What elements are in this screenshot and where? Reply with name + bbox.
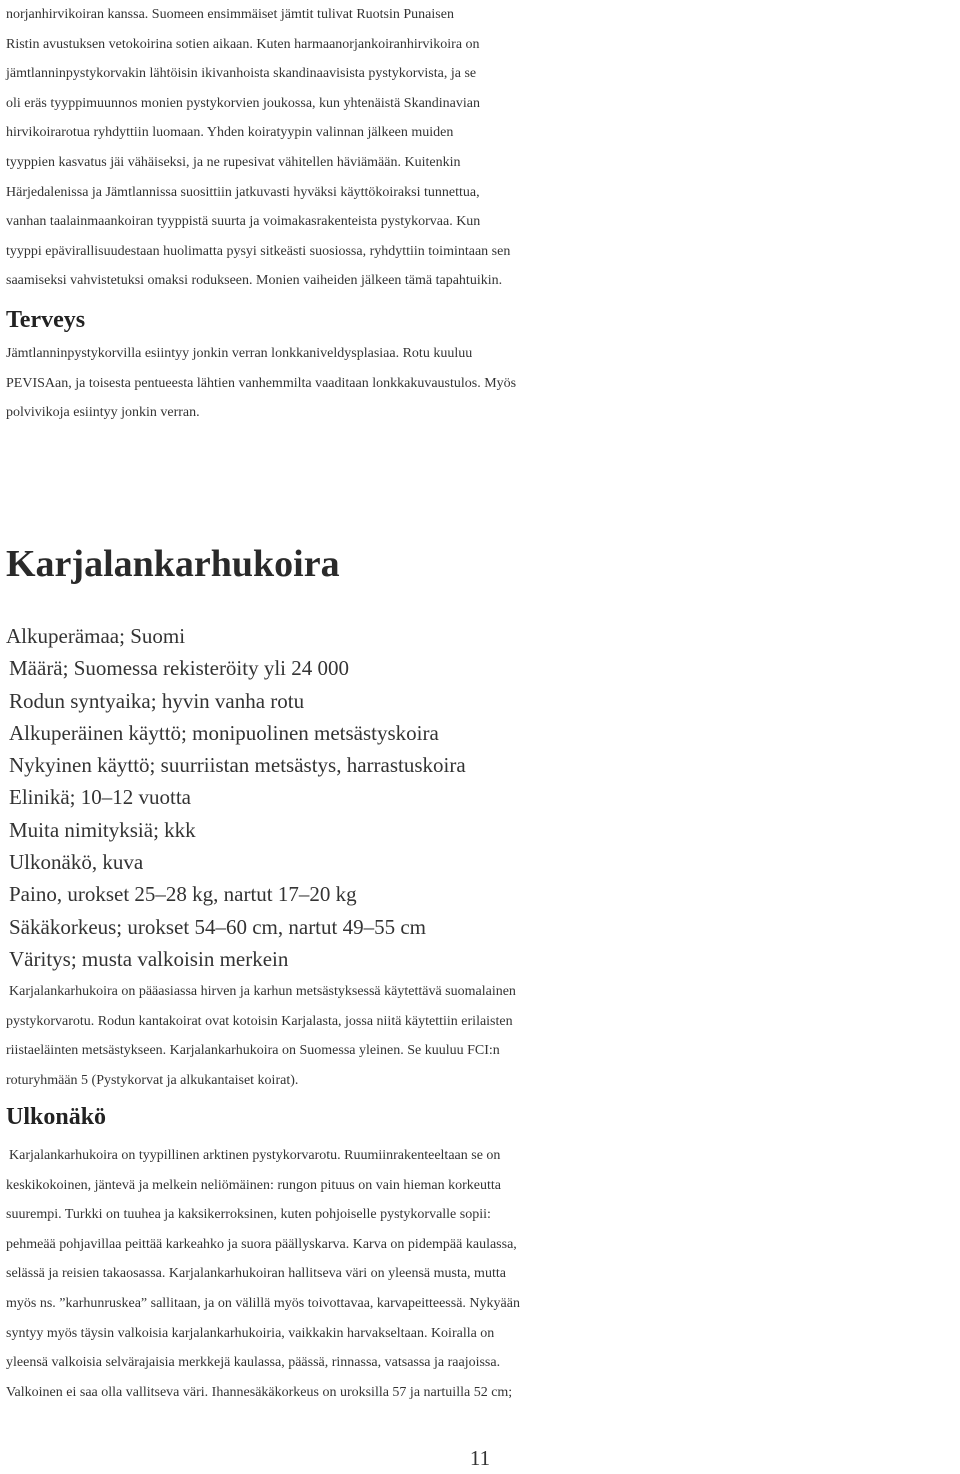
section-heading-ulkonako: Ulkonäkö bbox=[6, 1104, 107, 1130]
text-line: Karjalankarhukoira on tyypillinen arktinen pystykorvarotu. Ruumiinrakenteeltaan se on bbox=[9, 1148, 501, 1163]
text-line: Ristin avustuksen vetokoirina sotien aikaan. Kuten harmaanorjankoiranhirvikoira on bbox=[6, 36, 480, 52]
fact-current-use: Nykyinen käyttö; suurriistan metsästys, harrastuskoira bbox=[9, 753, 466, 778]
text-line: syntyy myös täysin valkoisia karjalankarhukoiria, vaikkakin harvakseltaan. Koiralla on bbox=[6, 1325, 495, 1341]
fact-count: Määrä; Suomessa rekisteröity yli 24 000 bbox=[9, 656, 350, 681]
section-heading-terveys: Terveys bbox=[6, 307, 86, 333]
fact-weight: Paino, urokset 25–28 kg, nartut 17–20 kg bbox=[9, 882, 357, 907]
fact-origin: Alkuperämaa; Suomi bbox=[6, 624, 186, 648]
text-line: keskikokoinen, jäntevä ja melkein neliömäinen: rungon pituus on vain hieman korkeutta bbox=[6, 1177, 501, 1193]
text-line: Karjalankarhukoira on pääasiassa hirven ja karhun metsästyksessä käytettävä suomalainen bbox=[9, 984, 516, 999]
breed-title: Karjalankarhukoira bbox=[6, 543, 340, 585]
fact-lifespan: Elinikä; 10–12 vuotta bbox=[9, 785, 191, 810]
fact-other-names: Muita nimityksiä; kkk bbox=[9, 817, 196, 842]
text-line: selässä ja reisien takaosassa. Karjalankarhukoiran hallitseva väri on yleensä musta, mutta bbox=[6, 1266, 506, 1282]
text-line: pystykorvarotu. Rodun kantakoirat ovat kotoisin Karjalasta, jossa niitä käytettiin erilaisten bbox=[6, 1013, 513, 1029]
fact-appearance: Ulkonäkö, kuva bbox=[9, 850, 144, 875]
text-line: saamiseksi vahvistetuksi omaksi rodukseen. Monien vaiheiden jälkeen tämä tapahtuikin. bbox=[6, 273, 503, 289]
text-line: pehmeää pohjavillaa peittää karkeahko ja suora päällyskarva. Karva on pidempää kaulassa, bbox=[6, 1236, 517, 1252]
fact-original-use: Alkuperäinen käyttö; monipuolinen metsästyskoira bbox=[9, 720, 439, 745]
page-number: 11 bbox=[469, 1446, 491, 1470]
text-line: polvivikoja esiintyy jonkin verran. bbox=[6, 405, 200, 421]
text-line: oli eräs tyyppimuunnos monien pystykorvien joukossa, kun yhtenäistä Skandinavian bbox=[6, 95, 480, 111]
ulkonako-paragraph bbox=[6, 1141, 952, 1407]
text-line: myös ns. ”karhunruskea” sallitaan, ja on välillä myös toivottavaa, karvapeitteessä. Nykyään bbox=[6, 1295, 520, 1311]
breed-facts-list bbox=[6, 620, 466, 975]
text-line: Valkoinen ei saa olla vallitseva väri. Ihannesäkäkorkeus on uroksilla 57 ja nartuilla 52 cm; bbox=[6, 1384, 513, 1400]
fact-height: Säkäkorkeus; urokset 54–60 cm, nartut 49–55 cm bbox=[9, 914, 427, 939]
text-line: Jämtlanninpystykorvilla esiintyy jonkin verran lonkkaniveldysplasiaa. Rotu kuuluu bbox=[6, 346, 473, 361]
text-line: tyyppi epävirallisuudestaan huolimatta pysyi sitkeästi suosiossa, ryhdyttiin toimintaan sen bbox=[6, 243, 511, 259]
text-line: norjanhirvikoiran kanssa. Suomeen ensimmäiset jämtit tulivat Ruotsin Punaisen bbox=[6, 7, 454, 22]
text-line: jämtlanninpystykorvakin lähtöisin ikivanhoista skandinaavisista pystykorvista, ja se bbox=[6, 66, 477, 82]
text-line: yleensä valkoisia selvärajaisia merkkejä kaulassa, päässä, rinnassa, vatsassa ja raajoissa. bbox=[6, 1355, 501, 1371]
text-line: suurempi. Turkki on tuuhea ja kaksikerroksinen, kuten pohjoiselle pystykorvalle sopii: bbox=[6, 1207, 491, 1223]
fact-color: Väritys; musta valkoisin merkein bbox=[9, 946, 289, 971]
breed-description-paragraph bbox=[6, 977, 952, 1095]
terveys-paragraph bbox=[6, 339, 952, 428]
text-line: tyyppien kasvatus jäi vähäiseksi, ja ne rupesivat vähitellen häviämään. Kuitenkin bbox=[6, 154, 461, 170]
text-line: roturyhmään 5 (Pystykorvat ja alkukantaiset koirat). bbox=[6, 1072, 299, 1088]
text-line: vanhan taalainmaankoiran tyyppistä suurta ja voimakasrakenteista pystykorvaa. Kun bbox=[6, 214, 481, 230]
text-line: Härjedalenissa ja Jämtlannissa suosittiin jatkuvasti hyväksi käyttökoiraksi tunnettua, bbox=[6, 184, 480, 200]
text-line: riistaeläinten metsästykseen. Karjalankarhukoira on Suomessa yleinen. Se kuuluu FCI:n bbox=[6, 1043, 500, 1059]
intro-paragraph bbox=[6, 0, 952, 296]
text-line: PEVISAan, ja toisesta pentueesta lähtien vanhemmilta vaaditaan lonkkakuvaustulos. Myös bbox=[6, 375, 517, 391]
fact-breed-age: Rodun syntyaika; hyvin vanha rotu bbox=[9, 688, 305, 713]
text-line: hirvikoirarotua ryhdyttiin luomaan. Yhden koiratyypin valinnan jälkeen muiden bbox=[6, 125, 454, 141]
